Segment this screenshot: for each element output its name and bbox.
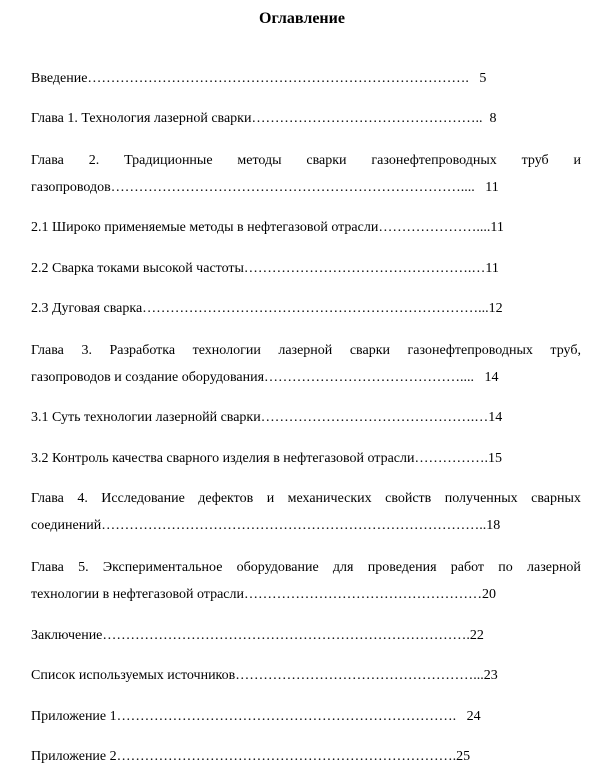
word: механических — [287, 491, 372, 506]
word: труб, — [550, 343, 581, 358]
toc-entry-chapter-1: Глава 1. Технология лазерной сварки………………………………………….. 8 — [31, 111, 497, 126]
toc-entry-appendix-2: Приложение 2……………………………………………………………….25 — [31, 749, 471, 764]
word: 5. — [78, 560, 89, 575]
word: 3. — [81, 343, 92, 358]
word: сварки — [306, 153, 347, 168]
toc-entry-chapter-5-line-2: технологии в нефтегазовой отрасли……………………………………………20 — [31, 587, 496, 602]
toc-entry-conclusion: Заключение…………………………………………………………………….22 — [31, 628, 484, 643]
word: Традиционные — [124, 153, 213, 168]
toc-entry-3-1: 3.1 Суть технологии лазернойй сварки……………………………………….…14 — [31, 410, 503, 425]
toc-entry-chapter-5-line-1 — [31, 559, 581, 576]
word: по — [498, 560, 513, 575]
toc-entry-2-1: 2.1 Широко применяемые методы в нефтегазовой отрасли…………………....11 — [31, 220, 504, 235]
word: Глава — [31, 153, 64, 168]
word: методы — [237, 153, 282, 168]
word: технологии — [192, 343, 261, 358]
word: 2. — [88, 153, 100, 168]
word: труб — [521, 153, 549, 168]
toc-entry-2-3: 2.3 Дуговая сварка………………………………………………………………...12 — [31, 301, 503, 316]
word: лазерной — [278, 343, 333, 358]
word: Исследование — [101, 491, 185, 506]
toc-entry-chapter-2-line-2: газопроводов………………………………………………………………….... 11 — [31, 180, 499, 195]
word: Глава — [31, 491, 64, 506]
word: оборудование — [236, 560, 319, 575]
toc-entry-chapter-3-line-1 — [31, 342, 581, 359]
word: сварки — [349, 343, 390, 358]
word: Глава — [31, 560, 64, 575]
word: для — [332, 560, 354, 575]
word: полученных — [444, 491, 518, 506]
toc-entry-references: Список используемых источников……………………………………………...23 — [31, 668, 498, 683]
word: Экспериментальное — [102, 560, 223, 575]
word: дефектов — [198, 491, 254, 506]
word: и — [266, 491, 275, 506]
word: лазерной — [527, 560, 581, 575]
word: Разработка — [109, 343, 176, 358]
word: Глава — [31, 343, 64, 358]
toc-entry-introduction: Введение………………………………………………………………………. 5 — [31, 71, 487, 86]
word: свойств — [385, 491, 432, 506]
word: 4. — [77, 491, 88, 506]
word: проведения — [367, 560, 437, 575]
word: и — [573, 153, 581, 168]
word: газонефтепроводных — [371, 153, 497, 168]
toc-entry-appendix-1: Приложение 1………………………………………………………………. 24 — [31, 709, 481, 724]
toc-entry-chapter-4-line-1 — [31, 490, 581, 507]
toc-entry-2-2: 2.2 Сварка токами высокой частоты………………………………………….…11 — [31, 261, 499, 276]
word: сварных — [531, 491, 581, 506]
toc-entry-3-2: 3.2 Контроль качества сварного изделия в нефтегазовой отрасли…………….15 — [31, 451, 503, 466]
toc-entry-chapter-3-line-2: газопроводов и создание оборудования…………………………………….... 14 — [31, 370, 499, 385]
page-title: Оглавление — [259, 10, 345, 27]
word: газонефтепроводных — [407, 343, 533, 358]
word: работ — [450, 560, 485, 575]
toc-entry-chapter-2-line-1 — [31, 152, 581, 169]
toc-entry-chapter-4-line-2: соединений………………………………………………………………………..18 — [31, 518, 501, 533]
